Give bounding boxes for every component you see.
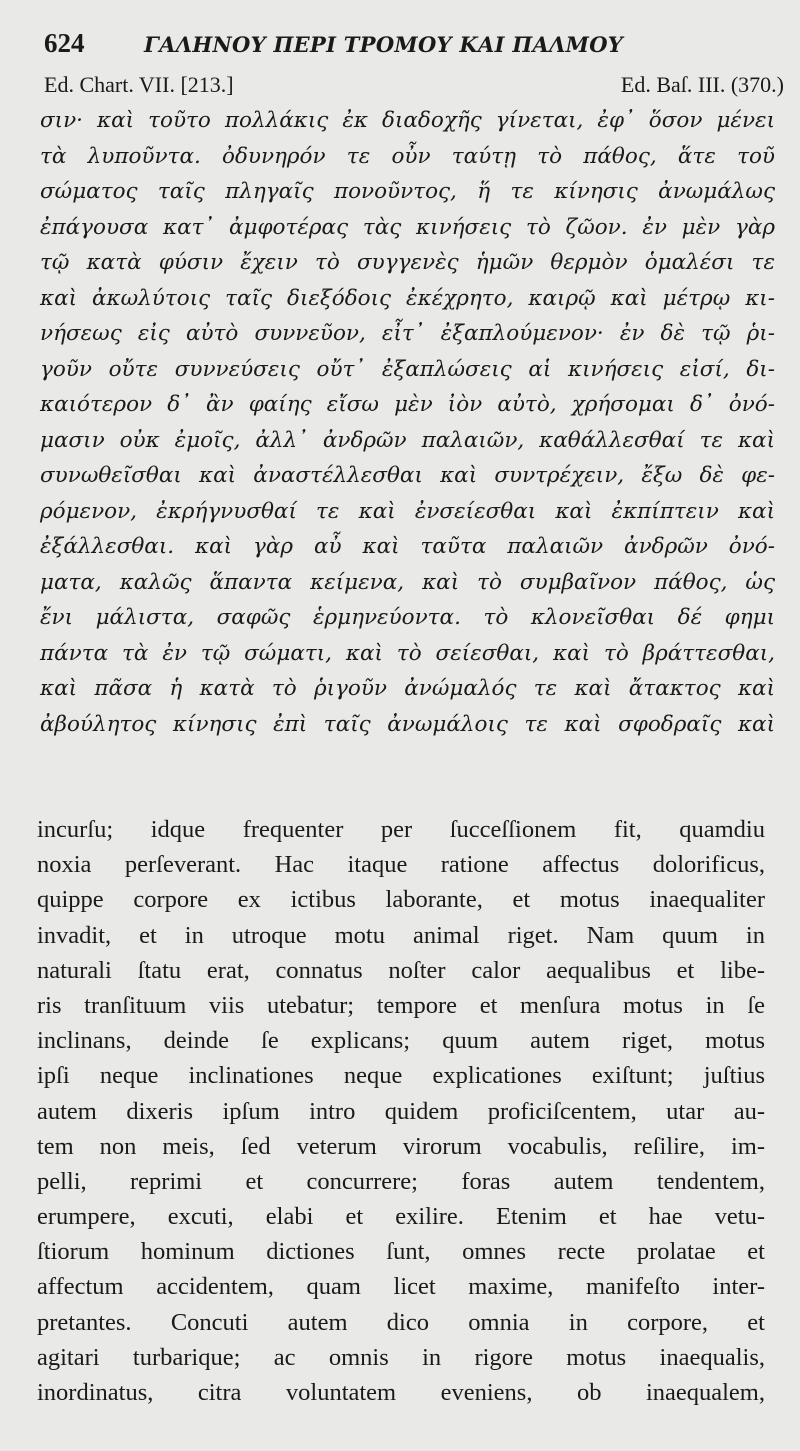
latin-line: pretantes. Concuti autem dico omnia in corpore, et bbox=[37, 1308, 765, 1336]
greek-line: ἔνι μάλιστα, σαφῶς ἑρμηνεύοντα. τὸ κλονεῖσθαι δέ φημι bbox=[40, 605, 775, 630]
latin-line: affectum accidentem, quam licet maxime, manifeſto inter- bbox=[37, 1273, 765, 1301]
latin-line: ipſi neque inclinationes neque explicationes exiſtunt; juſtius bbox=[37, 1062, 765, 1090]
greek-line: σώματος ταῖς πληγαῖς πονοῦντος, ἥ τε κίνησις ἀνωμάλως bbox=[40, 179, 775, 204]
latin-line: quippe corpore ex ictibus laborante, et motus inaequaliter bbox=[37, 886, 765, 914]
running-title: ΓΑΛΗΝΟΥ ΠΕΡΙ ΤΡΟΜΟΥ ΚΑΙ ΠΑΛΜΟΥ bbox=[144, 32, 624, 57]
greek-line: μασιν οὐκ ἐμοῖς, ἀλλ᾽ ἀνδρῶν παλαιῶν, καθάλλεσθαί τε καὶ bbox=[40, 427, 775, 453]
greek-line: καὶ πᾶσα ἡ κατὰ τὸ ῥιγοῦν ἀνώμαλός τε καὶ ἄτακτος καὶ bbox=[40, 676, 775, 701]
greek-text-block bbox=[40, 103, 775, 742]
page-number: 624 bbox=[44, 28, 85, 58]
latin-line: pelli, reprimi et concurrere; foras autem tendentem, bbox=[37, 1167, 765, 1195]
greek-line: ἐξάλλεσθαι. καὶ γὰρ αὖ καὶ ταῦτα παλαιῶν ἀνδρῶν ὀνό- bbox=[40, 534, 775, 559]
edition-basel: Ed. Baſ. III. (370.) bbox=[620, 72, 784, 97]
latin-line: noxia perſeverant. Hac itaque ratione affectus dolorificus, bbox=[37, 851, 765, 879]
greek-line: τῷ κατὰ φύσιν ἔχειν τὸ συγγενὲς ἡμῶν θερμὸν ὁμαλέσι τε bbox=[40, 250, 775, 275]
greek-line: συνωθεῖσθαι καὶ ἀναστέλλεσθαι καὶ συντρέχειν, ἔξω δὲ φε- bbox=[40, 463, 775, 488]
latin-line: erumpere, excuti, elabi et exilire. Etenim et hae vetu- bbox=[37, 1203, 765, 1231]
greek-line: πάντα τὰ ἐν τῷ σώματι, καὶ τὸ σείεσθαι, καὶ τὸ βράττεσθαι, bbox=[40, 640, 775, 666]
greek-line: γοῦν οὔτε συννεύσεις οὔτ᾽ ἐξαπλώσεις αἱ κινήσεις εἰσί, δι- bbox=[40, 356, 775, 382]
greek-line: νήσεως εἰς αὐτὸ συννεῦον, εἶτ᾽ ἐξαπλούμενον· ἐν δὲ τῷ ῥι- bbox=[40, 321, 775, 346]
greek-line: ἐπάγουσα κατ᾽ ἀμφοτέρας τὰς κινήσεις τὸ ζῶον. ἐν μὲν γὰρ bbox=[40, 214, 775, 240]
greek-line: ἀβούλητος κίνησις ἐπὶ ταῖς ἀνωμάλοις τε καὶ σφοδραῖς καὶ bbox=[40, 711, 775, 737]
latin-line: ris tranſituum viis utebatur; tempore et menſura motus in ſe bbox=[37, 991, 765, 1019]
greek-line: καιότερον δ᾽ ἂν φαίης εἴσω μὲν ἰὸν αὐτὸ, χρήσομαι δ᾽ ὀνό- bbox=[40, 392, 775, 417]
latin-line: ſtiorum hominum dictiones ſunt, omnes recte prolatae et bbox=[37, 1238, 765, 1266]
latin-text-block bbox=[37, 812, 765, 1410]
latin-line: invadit, et in utroque motu animal riget. Nam quum in bbox=[37, 921, 765, 949]
edition-references bbox=[44, 72, 784, 104]
latin-line: incurſu; idque frequenter per ſucceſſionem fit, quamdiu bbox=[37, 816, 765, 843]
greek-line: ρόμενον, ἐκρήγνυσθαί τε καὶ ἐνσείεσθαι καὶ ἐκπίπτειν καὶ bbox=[40, 498, 775, 524]
latin-line: tem non meis, ſed veterum virorum vocabulis, reſilire, im- bbox=[37, 1132, 765, 1160]
greek-line: καὶ ἀκωλύτοις ταῖς διεξόδοις ἐκέχρητο, καιρῷ καὶ μέτρῳ κι- bbox=[40, 285, 775, 311]
latin-line: agitari turbarique; ac omnis in rigore motus inaequalis, bbox=[37, 1343, 765, 1371]
greek-line: σιν· καὶ τοῦτο πολλάκις ἐκ διαδοχῆς γίνεται, ἐφ᾽ ὅσον μένει bbox=[40, 108, 775, 133]
edition-chartier: Ed. Chart. VII. [213.] bbox=[44, 72, 234, 97]
greek-line: ματα, καλῶς ἅπαντα κείμενα, καὶ τὸ συμβαῖνον πάθος, ὡς bbox=[40, 569, 775, 595]
latin-line: inclinans, deinde ſe explicans; quum autem riget, motus bbox=[37, 1027, 765, 1055]
latin-line: inordinatus, citra voluntatem eveniens, ob inaequalem, bbox=[37, 1379, 765, 1406]
latin-line: naturali ſtatu erat, connatus noſter calor aequalibus et libe- bbox=[37, 956, 765, 984]
latin-line: autem dixeris ipſum intro quidem proficiſcentem, utar au- bbox=[37, 1097, 765, 1125]
running-head bbox=[44, 24, 784, 64]
greek-line: τὰ λυποῦντα. ὀδυνηρόν τε οὖν ταύτῃ τὸ πάθος, ἅτε τοῦ bbox=[40, 143, 775, 169]
